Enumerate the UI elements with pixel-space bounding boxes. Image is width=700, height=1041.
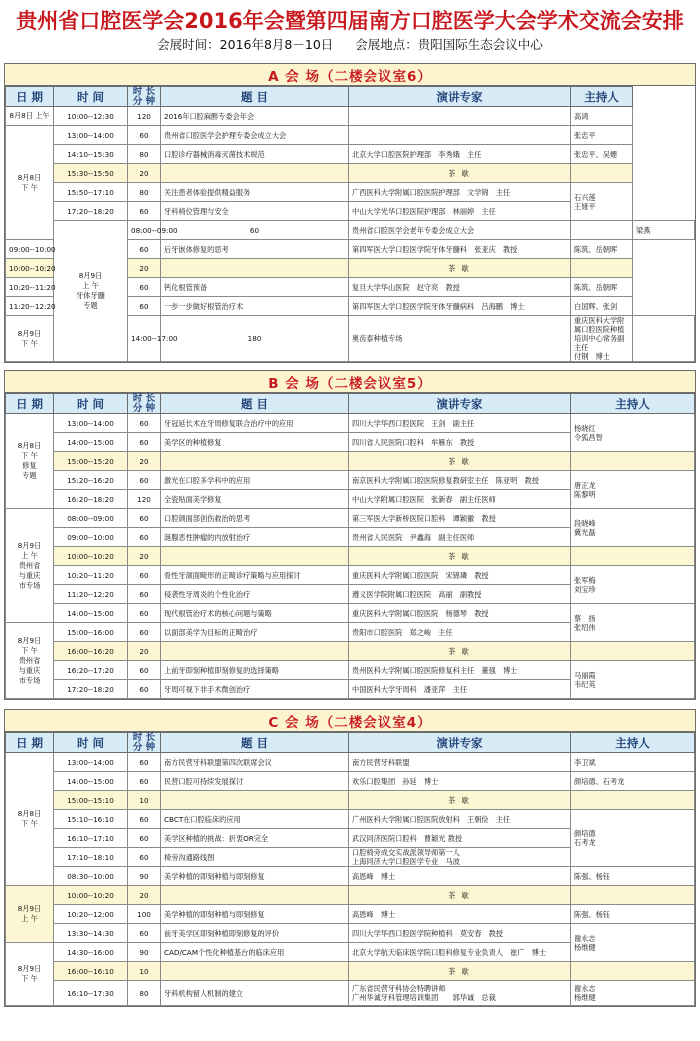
topic-cell: 美学种植的即刻种植与即刻修复 [161, 867, 349, 886]
tea-break-label: 茶 歇 [349, 259, 571, 278]
host-cell: 陈强、杨钰 [571, 867, 695, 886]
time-cell: 15:30--15:50 [54, 164, 128, 183]
host-cell: 段晓峰 冀光磊 [571, 509, 695, 547]
session-row [6, 414, 695, 433]
venue-heading: B 会 场（二楼会议室5） [5, 371, 695, 393]
time-cell: 08:30--10:00 [54, 867, 128, 886]
speaker-cell: 口腔椅旁成交实战派领导师第一人 上海同济大学口腔医学专业 马波 [349, 848, 571, 867]
topic-cell: 民营口腔可持续发展探讨 [161, 772, 349, 791]
subtitle [4, 34, 696, 54]
topic-cell: 牙周可视下非手术微创治疗 [161, 680, 349, 699]
speaker-cell: 中山大学附属口腔医院 张新春 副主任医师 [349, 490, 571, 509]
tea-break-label: 茶 歇 [349, 962, 571, 981]
speaker-cell: 第四军医大学口腔医学院牙体牙髓病科 吕海鹏 博士 [349, 297, 571, 316]
date-cell: 8月9日 上 午 [6, 886, 54, 943]
duration-cell: 60 [128, 278, 161, 297]
duration-cell: 120 [128, 107, 161, 126]
topic-cell [161, 886, 349, 905]
topic-cell: 一步一步做好根管治疗术 [161, 297, 349, 316]
host-cell: 白国辉、张剑 [571, 297, 633, 316]
speaker-cell [349, 107, 571, 126]
date-cell: 8月8日 下 午 [6, 126, 54, 240]
header-row [6, 394, 695, 414]
time-cell: 10:00--10:20 [6, 259, 54, 278]
duration-cell: 60 [128, 240, 161, 259]
duration-cell: 60 [128, 753, 161, 772]
speaker-cell: 贵州医科大学附属口腔医院修复科主任 董强 博士 [349, 661, 571, 680]
duration-cell: 80 [128, 145, 161, 164]
duration-cell: 60 [128, 566, 161, 585]
place-label: 会展地点：贵阳国际生态会议中心 [355, 37, 543, 52]
host-cell: 陈筑、岳朝晖 [571, 278, 633, 297]
time-cell: 15:00--16:00 [54, 623, 128, 642]
duration-cell: 60 [128, 297, 161, 316]
duration-cell: 20 [128, 164, 161, 183]
date-header: 日 期 [6, 394, 54, 414]
speaker-cell: 高恩峰 博士 [349, 867, 571, 886]
host-cell: 高鸿 [571, 107, 633, 126]
topic-cell: 口腔颌面部创伤救治的思考 [161, 509, 349, 528]
host-cell: 谢永志 杨维健 [571, 924, 695, 962]
duration-cell: 60 [128, 471, 161, 490]
time-cell: 14:00--15:00 [54, 433, 128, 452]
duration-cell: 60 [128, 585, 161, 604]
topic-cell [161, 642, 349, 661]
duration-cell: 20 [128, 642, 161, 661]
topic-cell: 钙化根管预备 [161, 278, 349, 297]
host-cell [571, 164, 633, 183]
time-cell: 10:00--12:30 [54, 107, 128, 126]
duration-cell: 10 [128, 962, 161, 981]
tea-break-label: 茶 歇 [349, 164, 571, 183]
duration-header: 时 长 分 钟 [128, 394, 161, 414]
duration-cell: 20 [128, 259, 161, 278]
page-title: 贵州省口腔医学会2016年会暨第四届南方口腔医学大会学术交流会安排 [16, 9, 684, 33]
date-cell: 8月8日 下 午 修复 专题 [6, 414, 54, 509]
tea-break-label: 茶 歇 [349, 791, 571, 810]
host-cell [571, 642, 695, 661]
speaker-cell: 北京大学航天临床医学院口腔科修复专业负责人 崔广 博士 [349, 943, 571, 962]
venue-section [4, 709, 696, 1007]
duration-header: 时 长 分 钟 [128, 733, 161, 753]
time-cell: 16:20--18:20 [54, 490, 128, 509]
time-cell: 15:50--17:10 [54, 183, 128, 202]
time-cell: 10:20--11:20 [54, 566, 128, 585]
speaker-cell: 中国医科大学牙周科 潘亚萍 主任 [349, 680, 571, 699]
topic-cell [161, 452, 349, 471]
speaker-header: 演讲专家 [349, 394, 571, 414]
host-cell: 石兴莲 王娅平 [571, 183, 633, 221]
date-cell: 8月9日 上 午 贵州省 与重庆 市专场 [6, 509, 54, 623]
session-row [6, 772, 695, 791]
host-cell: 梁燕 [633, 221, 695, 240]
time-cell: 15:20--16:20 [54, 471, 128, 490]
duration-cell: 60 [128, 414, 161, 433]
topic-header: 题 目 [161, 87, 349, 107]
topic-cell [161, 547, 349, 566]
topic-cell: 南方民营牙科联盟第四次联席会议 [161, 753, 349, 772]
time-cell: 13:00--14:00 [54, 414, 128, 433]
host-cell [571, 547, 695, 566]
time-cell: 17:20--18:20 [54, 202, 128, 221]
break-row [6, 547, 695, 566]
topic-cell: 美学种植的即刻种植与即刻修复 [161, 905, 349, 924]
time-header: 时 间 [54, 394, 128, 414]
session-row [6, 810, 695, 829]
speaker-cell: 贵州省人民医院 尹鑫海 副主任医师 [349, 528, 571, 547]
speaker-cell: 南京医科大学附属口腔医院修复教研室主任 陈亚明 教授 [349, 471, 571, 490]
speaker-cell: 武汉同济医院口腔科 曹颖光 教授 [349, 829, 571, 848]
speaker-cell: 四川大学华西口腔医院 王剑 副主任 [349, 414, 571, 433]
duration-cell: 60 [128, 509, 161, 528]
venue-section [4, 370, 696, 700]
duration-cell: 100 [128, 905, 161, 924]
topic-cell: 美学区的种植修复 [161, 433, 349, 452]
speaker-cell: 四川大学华西口腔医学院种植科 莫安春 教授 [349, 924, 571, 943]
time-cell: 15:00--15:10 [54, 791, 128, 810]
topic-cell: 关注患者体验提供精益服务 [161, 183, 349, 202]
speaker-cell: 复旦大学华山医院 赵守亮 教授 [349, 278, 571, 297]
host-cell: 马丽霞 韦纪英 [571, 661, 695, 699]
date-cell: 8月9日 下 午 [6, 316, 54, 362]
duration-cell: 80 [128, 183, 161, 202]
speaker-cell: 欢乐口腔集团 孙延 博士 [349, 772, 571, 791]
topic-cell: 椅旁沟通路线图 [161, 848, 349, 867]
speaker-cell: 南方民营牙科联盟 [349, 753, 571, 772]
host-cell: 李卫斌 [571, 753, 695, 772]
topic-cell [161, 259, 349, 278]
speaker-cell: 广东省民营牙科协会特聘讲师 广州华诚牙科管理培训集团 郭华诚 总裁 [349, 981, 571, 1006]
host-cell [571, 962, 695, 981]
host-cell: 颜培德、石考龙 [571, 772, 695, 791]
speaker-header: 演讲专家 [349, 87, 571, 107]
schedule-table [5, 732, 695, 1006]
session-row [6, 753, 695, 772]
time-cell: 15:10--16:10 [54, 810, 128, 829]
date-header: 日 期 [6, 733, 54, 753]
topic-cell: 奥齿泰种植专场 [349, 316, 571, 362]
duration-header: 时 长 分 钟 [128, 87, 161, 107]
duration-cell: 60 [128, 848, 161, 867]
speaker-cell: 四川省人民医院口腔科 牟雁东 教授 [349, 433, 571, 452]
session-row [6, 107, 695, 126]
session-row [6, 905, 695, 924]
duration-cell: 60 [128, 661, 161, 680]
time-cell: 13:30--14:30 [54, 924, 128, 943]
time-header: 时 间 [54, 733, 128, 753]
session-row [6, 221, 695, 240]
time-cell: 17:10--18:10 [54, 848, 128, 867]
speaker-cell: 中山大学光华口腔医院护理部 林丽婷 主任 [349, 202, 571, 221]
break-row [6, 164, 695, 183]
session-row [6, 183, 695, 202]
host-cell: 谢永志 杨维健 [571, 981, 695, 1006]
duration-cell: 60 [161, 221, 349, 240]
duration-cell: 60 [128, 810, 161, 829]
session-row [6, 661, 695, 680]
time-cell: 17:20--18:20 [54, 680, 128, 699]
host-cell [571, 259, 633, 278]
venue-heading: C 会 场（二楼会议室4） [5, 710, 695, 732]
session-row [6, 471, 695, 490]
time-header: 时 间 [54, 87, 128, 107]
topic-cell: 口腔诊疗器械消毒灭菌技术规范 [161, 145, 349, 164]
time-cell: 10:20--11:20 [6, 278, 54, 297]
time-cell: 13:00--14:00 [54, 126, 128, 145]
time-cell: 09:00--10:00 [6, 240, 54, 259]
topic-cell: CBCT在口腔临床的应用 [161, 810, 349, 829]
break-row [6, 642, 695, 661]
speaker-cell: 广州医科大学附属口腔医院放射科 王朝俭 主任 [349, 810, 571, 829]
time-cell: 11:20--12:20 [6, 297, 54, 316]
header-row [6, 87, 695, 107]
host-header: 主持人 [571, 733, 695, 753]
duration-cell: 60 [128, 924, 161, 943]
schedule-table [5, 86, 695, 362]
speaker-header: 演讲专家 [349, 733, 571, 753]
time-cell: 08:00--09:00 [54, 509, 128, 528]
date-cell: 8月8日 下 午 [6, 753, 54, 886]
topic-cell: 美学区种植的挑战：折衷OR完全 [161, 829, 349, 848]
speaker-cell: 重庆医科大学附属口腔医院 杨德琴 教授 [349, 604, 571, 623]
host-cell: 张军梅 刘宝珍 [571, 566, 695, 604]
host-cell: 张忠平 [571, 126, 633, 145]
break-row [6, 791, 695, 810]
session-row [6, 924, 695, 943]
time-cell: 16:10--17:10 [54, 829, 128, 848]
host-cell: 陈筑、岳朝晖 [571, 240, 633, 259]
duration-cell: 20 [128, 547, 161, 566]
topic-cell: 后牙嵌体修复的思考 [161, 240, 349, 259]
topic-cell: 涎腺恶性肿瘤的内放射治疗 [161, 528, 349, 547]
speaker-cell [349, 126, 571, 145]
topic-cell: 贵州省口腔医学会老年专委会成立大会 [349, 221, 571, 240]
host-cell [571, 791, 695, 810]
host-cell [571, 452, 695, 471]
topic-cell [161, 164, 349, 183]
duration-cell: 20 [128, 886, 161, 905]
session-row [6, 981, 695, 1006]
duration-cell: 60 [128, 528, 161, 547]
time-cell: 14:00--17:00 [128, 316, 161, 362]
time-cell: 08:00--09:00 [128, 221, 161, 240]
host-cell: 陈强、杨钰 [571, 905, 695, 924]
dates-label: 会展时间：2016年8月8－10日 [157, 37, 334, 52]
duration-cell: 60 [128, 202, 161, 221]
time-cell: 09:00--10:00 [54, 528, 128, 547]
date-cell: 8月8日 上午 [6, 107, 54, 126]
host-cell: 张忠平、吴姗 [571, 145, 633, 164]
schedule-table [5, 393, 695, 699]
host-cell: 蔡 扬 张绍伟 [571, 604, 695, 642]
topic-cell: 现代根管治疗术的核心问题与策略 [161, 604, 349, 623]
topic-cell: 上前牙即刻种植即刻修复的选择策略 [161, 661, 349, 680]
venue-section [4, 63, 696, 363]
topic-cell: 以面部美学为目标的正畸治疗 [161, 623, 349, 642]
date-header: 日 期 [6, 87, 54, 107]
topic-header: 题 目 [161, 394, 349, 414]
topic-cell [161, 962, 349, 981]
session-row [6, 145, 695, 164]
topic-cell: 2016年口腔麻醉专委会年会 [161, 107, 349, 126]
tea-break-label: 茶 歇 [349, 642, 571, 661]
topic-cell: 激光在口腔多学科中的应用 [161, 471, 349, 490]
date-cell: 8月9日 上 午 牙体牙髓 专题 [54, 221, 128, 362]
time-cell: 16:10--17:30 [54, 981, 128, 1006]
time-cell: 16:00--16:20 [54, 642, 128, 661]
topic-header: 题 目 [161, 733, 349, 753]
time-cell: 14:10--15:30 [54, 145, 128, 164]
date-cell: 8月9日 下 午 [6, 943, 54, 1006]
duration-cell: 60 [128, 623, 161, 642]
duration-cell: 60 [128, 433, 161, 452]
time-cell: 14:30--16:00 [54, 943, 128, 962]
speaker-cell: 贵阳市口腔医院 郑之峻 主任 [349, 623, 571, 642]
tea-break-label: 茶 歇 [349, 886, 571, 905]
speaker-cell: 北京大学口腔医院护理部 李秀娥 主任 [349, 145, 571, 164]
time-cell: 11:20--12:20 [54, 585, 128, 604]
duration-cell: 180 [161, 316, 349, 362]
duration-cell: 60 [128, 126, 161, 145]
host-cell [571, 886, 695, 905]
speaker-cell: 遵义医学院附属口腔医院 高丽 副教授 [349, 585, 571, 604]
duration-cell: 10 [128, 791, 161, 810]
duration-cell: 60 [128, 772, 161, 791]
topic-cell [161, 791, 349, 810]
date-cell: 8月9日 下 午 贵州省 与重庆 市专场 [6, 623, 54, 699]
time-cell: 10:20--12:00 [54, 905, 128, 924]
session-row [6, 867, 695, 886]
host-cell [633, 316, 695, 362]
speaker-cell: 高恩峰 博士 [349, 905, 571, 924]
host-cell: 唐正龙 陈黎明 [571, 471, 695, 509]
time-cell: 10:00--10:20 [54, 547, 128, 566]
venue-heading: A 会 场（二楼会议室6） [5, 64, 695, 86]
duration-cell: 90 [128, 867, 161, 886]
topic-cell: 牙科椅位管理与安全 [161, 202, 349, 221]
venue-list [4, 63, 696, 1007]
time-cell: 16:20--17:20 [54, 661, 128, 680]
host-header: 主持人 [571, 87, 633, 107]
tea-break-label: 茶 歇 [349, 452, 571, 471]
time-cell: 16:00--16:10 [54, 962, 128, 981]
session-row [6, 126, 695, 145]
session-row [6, 604, 695, 623]
time-cell: 14:00--15:00 [54, 604, 128, 623]
duration-cell: 90 [128, 943, 161, 962]
host-header: 主持人 [571, 394, 695, 414]
topic-cell: 牙科机构留人机制的建立 [161, 981, 349, 1006]
session-row [6, 566, 695, 585]
host-cell: 杨晓红 令狐昌智 [571, 414, 695, 452]
topic-cell: 全瓷贴面美学修复 [161, 490, 349, 509]
tea-break-label: 茶 歇 [349, 547, 571, 566]
duration-cell: 120 [128, 490, 161, 509]
speaker-cell: 广西医科大学附属口腔医院护理部 文学锦 主任 [349, 183, 571, 202]
break-row [6, 886, 695, 905]
time-cell: 10:00--10:20 [54, 886, 128, 905]
duration-cell: 80 [128, 981, 161, 1006]
topic-cell: 牙冠延长术在牙周修复联合治疗中的应用 [161, 414, 349, 433]
topic-cell: 贵州省口腔医学会护理专委会成立大会 [161, 126, 349, 145]
duration-cell: 60 [128, 604, 161, 623]
header-row [6, 733, 695, 753]
topic-cell: 侵袭性牙周炎的个性化治疗 [161, 585, 349, 604]
topic-cell: CAD/CAM个性化种植基台的临床应用 [161, 943, 349, 962]
speaker-cell: 第三军医大学新桥医院口腔科 谭颖徽 教授 [349, 509, 571, 528]
time-cell: 13:00--14:00 [54, 753, 128, 772]
topic-cell: 前牙美学区即刻种植即刻修复的评价 [161, 924, 349, 943]
break-row [6, 962, 695, 981]
break-row [6, 452, 695, 471]
time-cell: 15:00--15:20 [54, 452, 128, 471]
speaker-cell [571, 221, 633, 240]
speaker-cell: 重庆医科大学附属口腔医院 宋锦璘 教授 [349, 566, 571, 585]
duration-cell: 60 [128, 680, 161, 699]
topic-cell: 骨性牙颌面畸形的正畸诊疗策略与应用探讨 [161, 566, 349, 585]
duration-cell: 60 [128, 829, 161, 848]
duration-cell: 20 [128, 452, 161, 471]
time-cell: 14:00--15:00 [54, 772, 128, 791]
speaker-cell: 第四军医大学口腔医学院牙体牙髓科 张亚庆 教授 [349, 240, 571, 259]
session-row [6, 509, 695, 528]
speaker-cell: 重庆医科大学附属口腔医院种植培训中心常务副主任 付钢 博士 [571, 316, 633, 362]
host-cell: 颜培德 石考龙 [571, 810, 695, 867]
